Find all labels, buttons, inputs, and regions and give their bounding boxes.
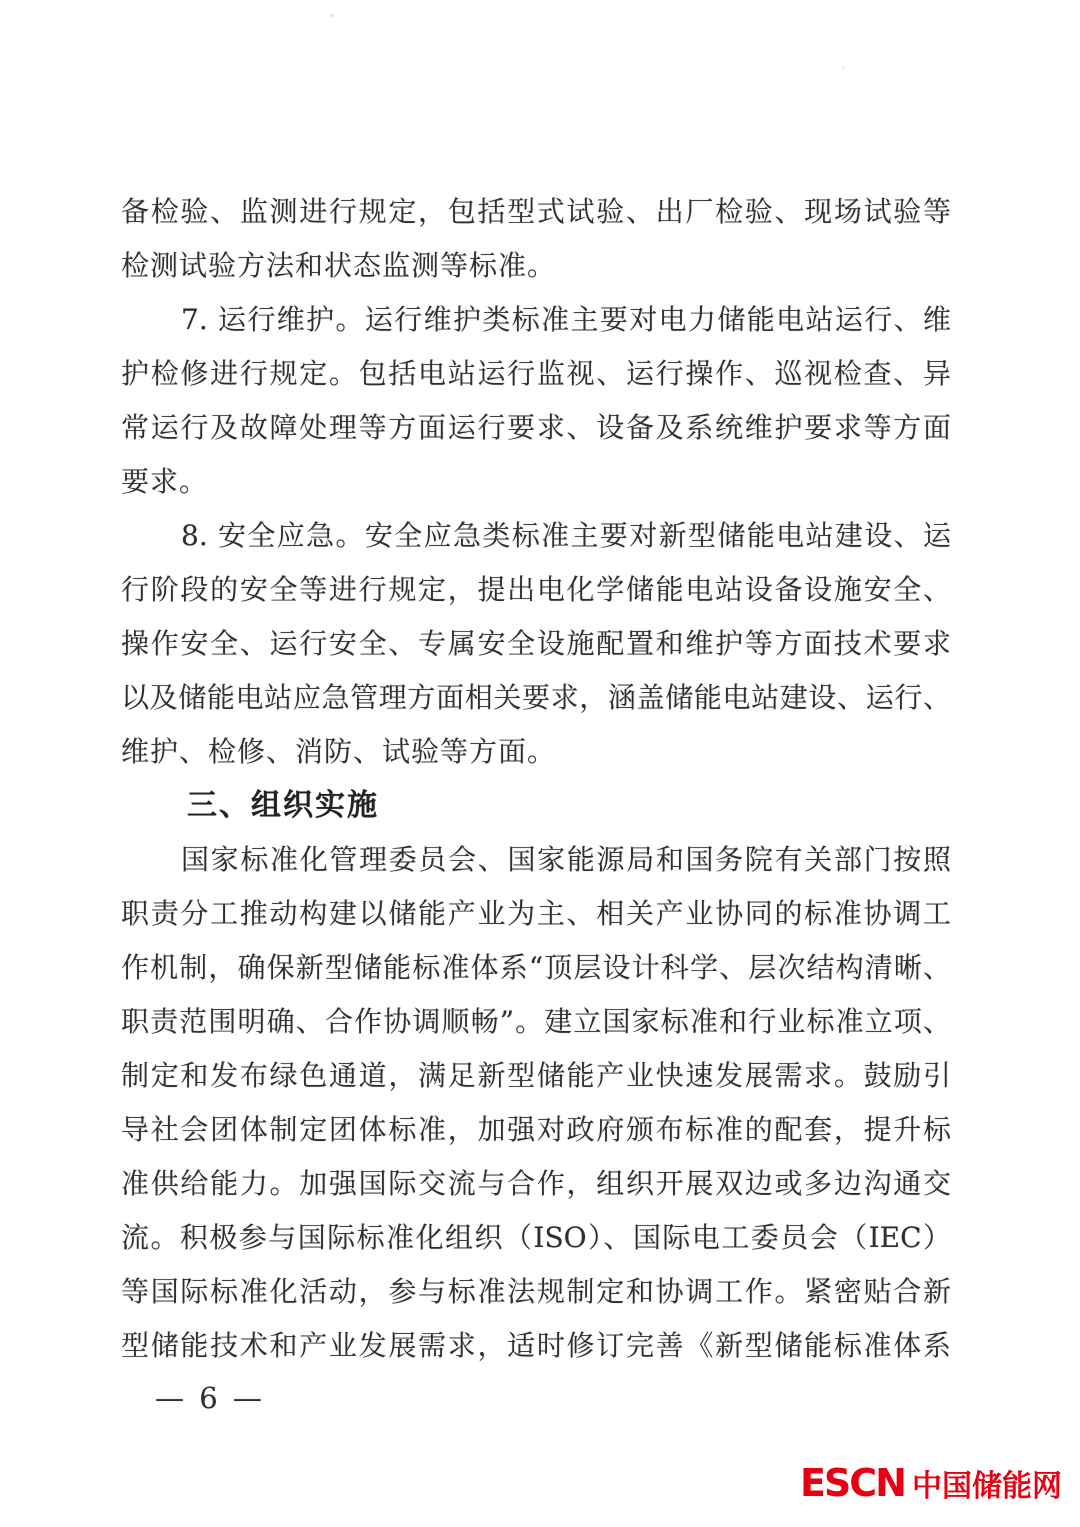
escn-logo-chinese-text: 中国储能网 — [912, 1469, 1062, 1504]
document-body — [121, 185, 951, 1373]
document-text-line: 要求。 — [121, 465, 209, 498]
document-text-line: 8. 安全应急。安全应急类标准主要对新型储能电站建设、运 — [181, 519, 951, 552]
document-text-line: 以及储能电站应急管理方面相关要求，涵盖储能电站建设、运行、 — [121, 681, 951, 714]
document-text-line: 操作安全、运行安全、专属安全设施配置和维护等方面技术要求 — [121, 627, 951, 660]
document-text-line: 流。积极参与国际标准化组织（ISO）、国际电工委员会（IEC） — [121, 1221, 951, 1254]
escn-logo-latin-text: ESCN — [799, 1461, 905, 1505]
section-heading: 三、组织实施 — [187, 788, 379, 823]
document-text-line: 导社会团体制定团体标准，加强对政府颁布标准的配套，提升标 — [121, 1113, 951, 1146]
document-text-line: 制定和发布绿色通道，满足新型储能产业快速发展需求。鼓励引 — [121, 1059, 951, 1092]
document-text-line: 职责范围明确、合作协调顺畅”。建立国家标准和行业标准立项、 — [121, 1005, 951, 1038]
document-text-line: 维护、检修、消防、试验等方面。 — [121, 735, 557, 768]
document-text-line: 检测试验方法和状态监测等标准。 — [121, 249, 557, 282]
document-text-line: 备检验、监测进行规定，包括型式试验、出厂检验、现场试验等 — [121, 195, 951, 228]
document-text-line: 7. 运行维护。运行维护类标准主要对电力储能电站运行、维 — [181, 303, 951, 336]
document-text-line: 护检修进行规定。包括电站运行监视、运行操作、巡视检查、异 — [121, 357, 951, 390]
scan-artifact — [842, 66, 845, 69]
document-text-line: 作机制，确保新型储能标准体系“顶层设计科学、层次结构清晰、 — [121, 951, 951, 984]
escn-watermark-logo — [799, 1461, 1062, 1505]
document-text-line: 行阶段的安全等进行规定，提出电化学储能电站设备设施安全、 — [121, 573, 951, 606]
document-text-line: 职责分工推动构建以储能产业为主、相关产业协同的标准协调工 — [121, 897, 951, 930]
document-text-line: 型储能技术和产业发展需求，适时修订完善《新型储能标准体系 — [121, 1329, 951, 1362]
page-number: — 6 — — [155, 1381, 265, 1415]
document-text-line: 常运行及故障处理等方面运行要求、设备及系统维护要求等方面 — [121, 411, 951, 444]
document-text-line: 准供给能力。加强国际交流与合作，组织开展双边或多边沟通交 — [121, 1167, 951, 1200]
document-text-line: 国家标准化管理委员会、国家能源局和国务院有关部门按照 — [181, 843, 951, 876]
document-text-line: 等国际标准化活动，参与标准法规制定和协调工作。紧密贴合新 — [121, 1275, 951, 1308]
scan-artifact — [330, 14, 334, 17]
